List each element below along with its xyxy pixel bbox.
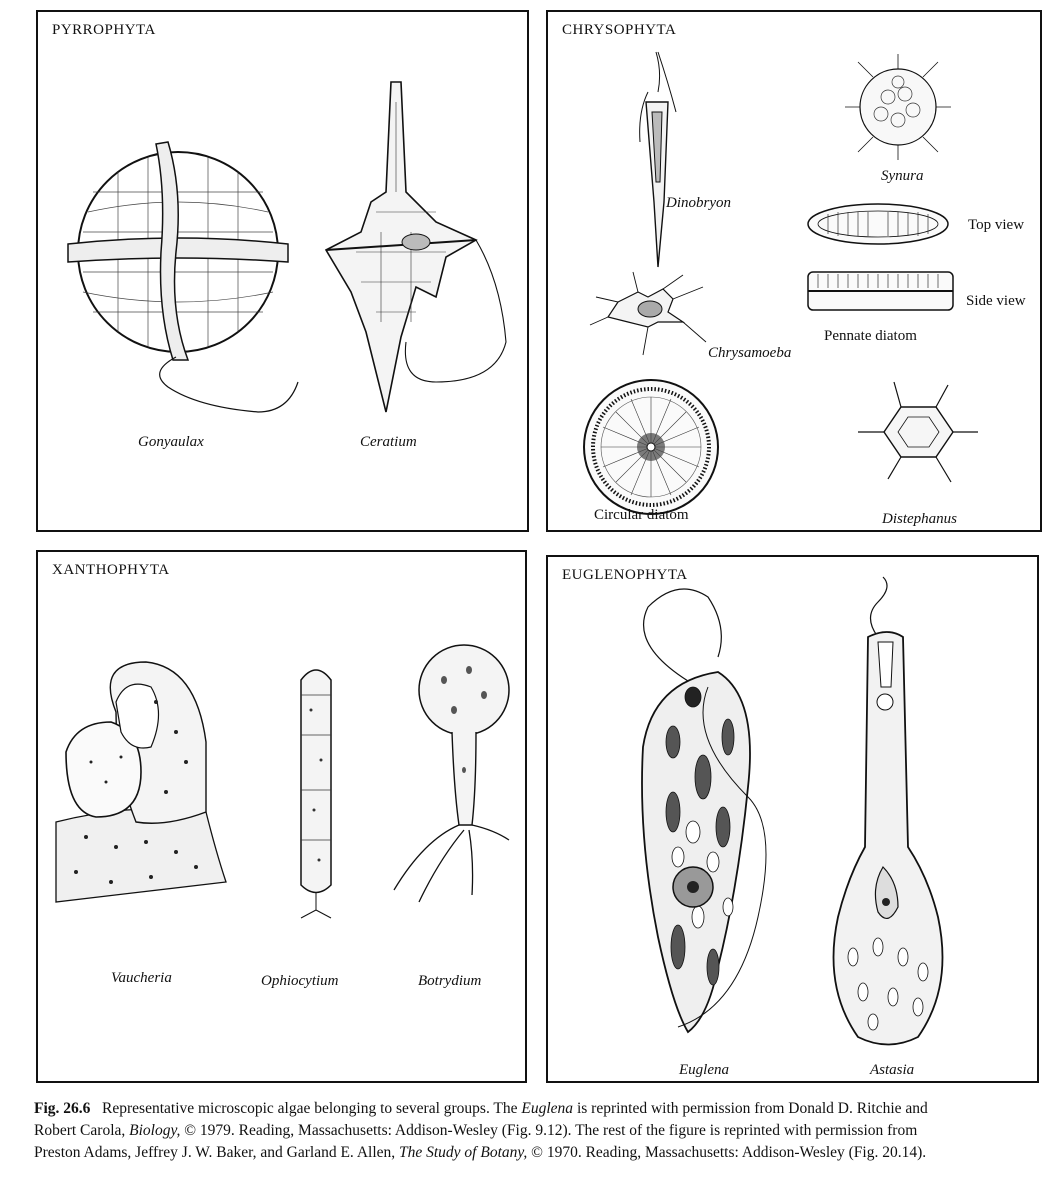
dinobryon-icon xyxy=(618,52,678,282)
panel-title: XANTHOPHYTA xyxy=(52,562,170,578)
chrysamoeba-icon xyxy=(588,267,708,357)
caption-text: is reprinted with permission from Donald D. Ritchie and Robert Carola, xyxy=(34,1100,928,1139)
synura-icon xyxy=(843,52,953,162)
distephanus-icon xyxy=(856,377,981,487)
organism-label: Vaucheria xyxy=(111,970,172,986)
organism-label: Ceratium xyxy=(360,434,417,450)
panel-chrysophyta xyxy=(546,10,1042,532)
organism-label: Euglena xyxy=(679,1062,729,1078)
panel-title: EUGLENOPHYTA xyxy=(562,567,688,583)
organism-label: Ophiocytium xyxy=(261,973,339,989)
organism-label: Dinobryon xyxy=(666,195,731,211)
organism-label: Pennate diatom xyxy=(824,328,917,344)
caption-italic: The Study of Botany, xyxy=(399,1144,528,1161)
organism-label: Distephanus xyxy=(882,511,957,527)
caption-text: © 1970. Reading, Massachusetts: Addison-Wesley (Fig. 20.14). xyxy=(527,1144,927,1161)
panel-euglenophyta xyxy=(546,555,1039,1083)
panel-xanthophyta xyxy=(36,550,527,1083)
caption-italic: Euglena xyxy=(521,1100,574,1117)
astasia-icon xyxy=(823,577,953,1057)
euglena-icon xyxy=(618,587,788,1047)
gonyaulax-icon xyxy=(58,132,298,422)
caption-text: Representative microscopic algae belonging to several groups. The xyxy=(102,1100,522,1117)
botrydium-icon xyxy=(384,640,514,905)
caption-italic: Biology, xyxy=(129,1122,181,1139)
organism-label: Chrysamoeba xyxy=(708,345,792,361)
top-view-label: Top view xyxy=(968,217,1025,233)
figure-caption xyxy=(34,1098,934,1164)
organism-label: Astasia xyxy=(870,1062,915,1078)
vaucheria-icon xyxy=(56,652,236,912)
figure-number: Fig. 26.6 xyxy=(34,1100,91,1117)
circular-diatom-icon xyxy=(581,377,721,517)
organism-label: Gonyaulax xyxy=(138,434,204,450)
organism-label: Synura xyxy=(881,168,924,184)
panel-pyrrophyta xyxy=(36,10,529,532)
pennate-diatom-icon xyxy=(803,202,963,322)
side-view-label: Side view xyxy=(966,293,1026,309)
ophiocytium-icon xyxy=(286,660,346,920)
ceratium-icon xyxy=(306,82,516,422)
caption-text: © 1979. Reading, Massachusetts: Addison-Wesley (Fig. 9.12). The rest of the figure is reprinted with permission from Preston Adams, Jeffrey J. W. Baker, and Garland E. Allen, xyxy=(34,1122,918,1161)
panel-title: PYRROPHYTA xyxy=(52,22,156,38)
organism-label: Circular diatom xyxy=(594,507,689,523)
panel-title: CHRYSOPHYTA xyxy=(562,22,677,38)
organism-label: Botrydium xyxy=(418,973,482,989)
